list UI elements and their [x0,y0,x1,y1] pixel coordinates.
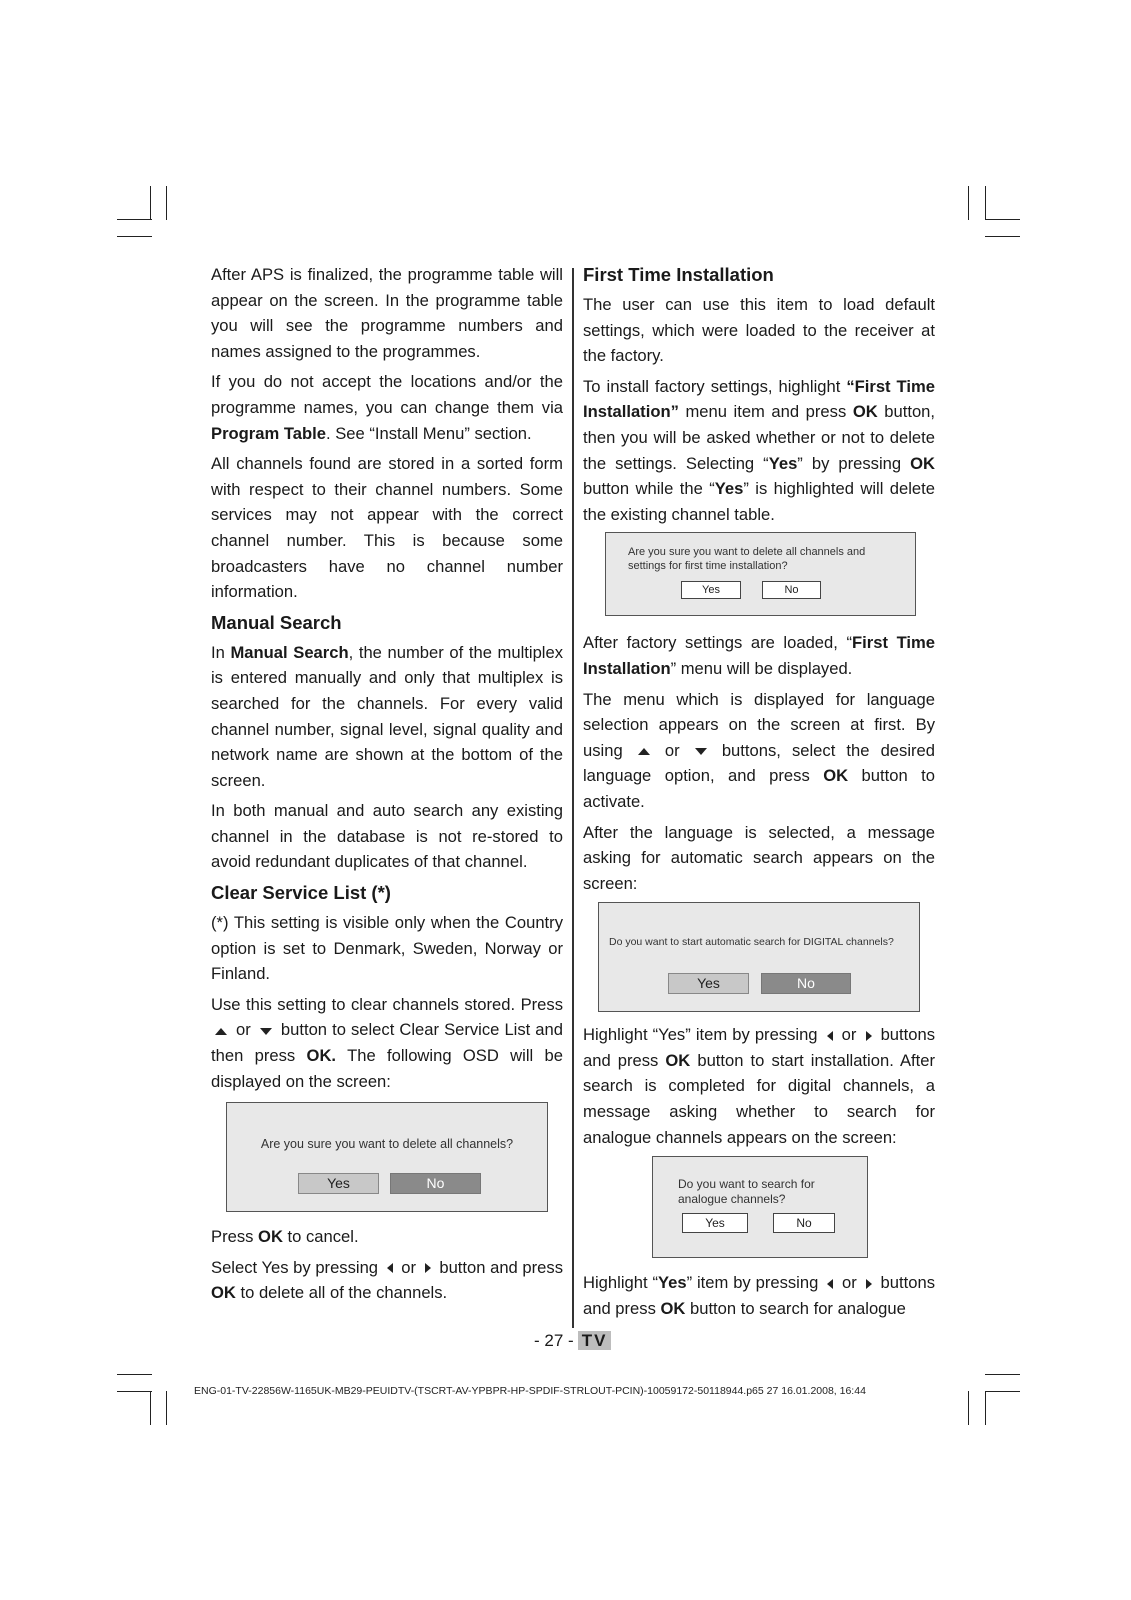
section-badge: TV [578,1331,612,1350]
text: to delete all of the channels. [235,1283,448,1303]
up-arrow-icon [215,1028,227,1035]
yes-button[interactable]: Yes [681,581,741,599]
page-number [534,1330,611,1352]
crop-mark [150,186,151,220]
bold-text: OK [665,1050,691,1070]
right-column [583,262,935,1326]
osd-message: Do you want to start automatic search for DIGITAL channels? [609,936,894,949]
crop-mark [117,1374,152,1375]
text: button to search for analogue [685,1298,906,1318]
no-button[interactable]: No [773,1213,835,1233]
bold-text: “First Time Installation” [583,376,935,422]
text: , the number of the multiplex is entered manually and only that multiplex is searched for the channels. For every valid channel number, signal level, signal quality and network name are shown at the bottom of the screen. [211,642,564,790]
crop-mark [985,236,1020,237]
text: . See “Install Menu” section. [325,423,532,443]
paragraph [583,1022,935,1150]
bold-text: OK [660,1298,686,1318]
text: ” by pressing [797,453,911,473]
paragraph [211,640,563,794]
crop-mark [166,1391,167,1425]
crop-mark [150,1391,151,1425]
bold-text: Yes [768,453,798,473]
osd-message: Do you want to search for analogue channels? [678,1177,815,1207]
right-arrow-icon [866,1031,872,1041]
text: If you do not accept the locations and/or the programme names, you can change them via [211,372,563,417]
paragraph [211,1224,563,1250]
text: buttons and press [583,1273,935,1318]
section-heading: First Time Installation [583,264,774,285]
column-separator [572,268,574,1328]
no-button[interactable]: No [390,1173,481,1194]
text: or [231,1020,256,1040]
left-arrow-icon [387,1263,393,1273]
crop-mark [166,186,167,220]
left-column [211,262,563,1311]
text: To install factory settings, highlight [583,376,847,396]
paragraph: The user can use this item to load default settings, which were loaded to the receiver at the factory. [583,295,935,366]
paragraph [211,992,563,1094]
crop-mark [117,219,152,220]
text: Highlight “Yes” item by pressing [583,1025,823,1045]
paragraph [583,374,935,528]
no-button[interactable]: No [761,973,851,994]
yes-button[interactable]: Yes [298,1173,379,1194]
bold-text: First Time Installation [583,633,936,678]
paragraph [583,1270,935,1321]
text: button while the “ [583,479,715,499]
text: The menu which is displayed for language selection appears on the screen at first. By using [583,689,935,760]
text: button to start installation. After search is completed for digital channels, a message asking whether to search for analogue channels appears on the screen: [583,1050,935,1147]
crop-mark [985,1374,1020,1375]
right-arrow-icon [425,1263,431,1273]
crop-mark [985,219,1020,220]
crop-mark [117,1391,152,1392]
left-arrow-icon [827,1279,833,1289]
bold-text: Program Table [211,423,326,443]
text: menu item and press [678,402,853,422]
paragraph [211,1255,563,1306]
text: button, then you will be asked whether or not to delete the settings. Selecting “ [583,402,936,473]
text: ” menu will be displayed. [670,658,853,678]
crop-mark [985,1391,1020,1392]
paragraph: In both manual and auto search any existing channel in the database is not re-stored to avoid redundant duplicates of that channel. [211,801,563,872]
text: to cancel. [282,1227,359,1247]
text: Highlight “ [583,1273,658,1293]
text: button and press [434,1257,563,1277]
paragraph: (*) This setting is visible only when the Country option is set to Denmark, Sweden, Norway or Finland. [211,913,563,984]
text: ” is highlighted will delete the existing channel table. [583,479,935,524]
bold-text: OK [258,1227,283,1247]
text: Press [211,1227,259,1247]
bold-text: OK [852,402,878,422]
paragraph: After the language is selected, a message asking for automatic search appears on the screen: [583,822,935,893]
paragraph: After APS is finalized, the programme table will appear on the screen. In the programme table you will see the programme numbers and names assigned to the programmes. [211,265,563,361]
no-button[interactable]: No [762,581,821,599]
bold-text: OK. [306,1046,337,1066]
up-arrow-icon [638,748,650,755]
bold-text: OK [823,766,849,786]
osd-first-time-installation [605,532,916,616]
text: After factory settings are loaded, “ [583,633,853,653]
osd-analogue-search [652,1156,868,1258]
crop-mark [117,236,152,237]
crop-mark [985,186,986,220]
paragraph [211,369,563,446]
text: buttons, select the desired language option, and press [583,740,936,786]
section-heading: Manual Search [211,611,342,633]
crop-mark [968,1391,969,1425]
bold-text: Manual Search [230,642,349,662]
crop-mark [968,186,969,220]
text: buttons and press [583,1025,935,1070]
text: or [396,1257,421,1277]
text: button to activate. [583,766,935,811]
text: button to select Clear Service List and then press [211,1020,563,1066]
left-arrow-icon [827,1031,833,1041]
bold-text: Yes [657,1273,687,1293]
text: or [837,1273,862,1293]
osd-automatic-search [598,902,920,1012]
text: The following OSD will be displayed on the screen: [211,1046,564,1091]
section-heading: Clear Service List (*) [211,882,391,904]
down-arrow-icon [695,748,707,755]
bold-text: Yes [714,479,744,499]
text: Use this setting to clear channels stored. Press [211,994,563,1014]
down-arrow-icon [260,1028,272,1035]
bold-text: OK [910,453,935,473]
footer-file-info: ENG-01-TV-22856W-1165UK-MB29-PEUIDTV-(TSCRT-AV-YPBPR-HP-SPDIF-STRLOUT-PCIN)-10059172-50118944.p65 27 16.01.2008, 16:44 [194,1385,866,1397]
page-number-text: - 27 - [534,1331,574,1350]
text: ” item by pressing [686,1273,824,1293]
paragraph [583,687,935,815]
text: or [836,1025,862,1045]
osd-message: Are you sure you want to delete all channels and settings for first time installation? [628,546,866,573]
bold-text: OK [211,1283,236,1303]
crop-mark [985,1391,986,1425]
osd-message: Are you sure you want to delete all channels? [260,1137,514,1152]
text: or [653,740,691,760]
text: In [211,642,231,662]
text: Select Yes by pressing [211,1257,383,1277]
yes-button[interactable]: Yes [668,973,749,994]
yes-button[interactable]: Yes [682,1213,748,1233]
osd-delete-channels [226,1102,548,1212]
paragraph: All channels found are stored in a sorted form with respect to their channel numbers. Some services may not appear with the correct channel number. This is because some broadcasters have no channel number information. [211,454,563,602]
paragraph [583,630,935,681]
right-arrow-icon [866,1279,872,1289]
